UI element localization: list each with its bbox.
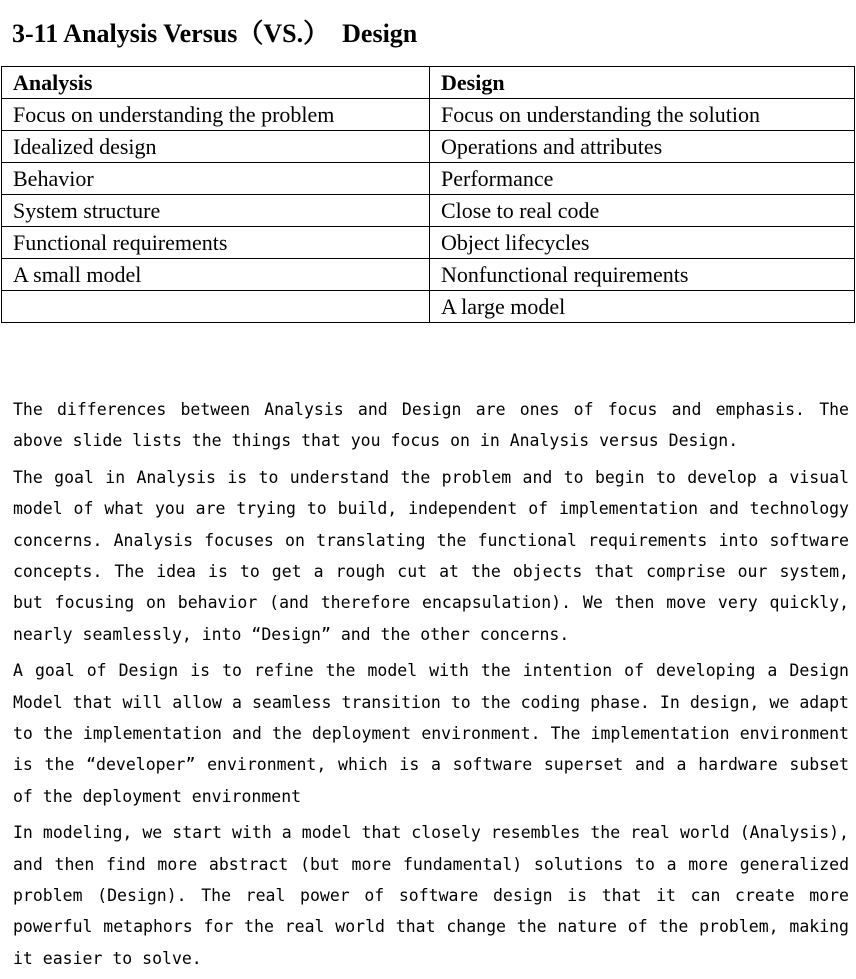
table-row <box>2 131 855 163</box>
design-cell: Object lifecycles <box>430 227 855 259</box>
design-cell: Focus on understanding the solution <box>430 99 855 131</box>
speaker-notes <box>13 394 849 979</box>
notes-paragraph: The goal in Analysis is to understand the problem and to begin to develop a visual model of what you are trying to build, independent of implementation and technology concerns. Analysis focuses on translating the functional requirements into software concepts. The idea is to get a rough cut at the objects that comprise our system, but focusing on behavior (and therefore encapsulation). We then move very quickly, nearly seamlessly, into “Design” and the other concerns. <box>13 468 849 644</box>
table-row <box>2 259 855 291</box>
analysis-cell: A small model <box>2 259 430 291</box>
column-header-design: Design <box>430 67 855 99</box>
design-cell: Performance <box>430 163 855 195</box>
table-header-row <box>2 67 855 99</box>
analysis-cell: Functional requirements <box>2 227 430 259</box>
design-cell: Operations and attributes <box>430 131 855 163</box>
notes-paragraph: The differences between Analysis and Design are ones of focus and emphasis. The above slide lists the things that you focus on in Analysis versus Design. <box>13 400 849 451</box>
design-cell: A large model <box>430 291 855 323</box>
analysis-cell <box>2 291 430 323</box>
table-row <box>2 163 855 195</box>
column-header-analysis: Analysis <box>2 67 430 99</box>
design-cell: Nonfunctional requirements <box>430 259 855 291</box>
design-cell: Close to real code <box>430 195 855 227</box>
analysis-cell: System structure <box>2 195 430 227</box>
table-row <box>2 291 855 323</box>
analysis-cell: Idealized design <box>2 131 430 163</box>
analysis-cell: Focus on understanding the problem <box>2 99 430 131</box>
page-title: 3-11 Analysis Versus（VS.） Design <box>12 19 418 48</box>
comparison-table <box>1 66 855 323</box>
notes-paragraph: In modeling, we start with a model that closely resembles the real world (Analysis), and then find more abstract (but more fundamental) solutions to a more generalized problem (Design). The real power of software design is that it can create more powerful metaphors for the real world that change the nature of the problem, making it easier to solve. <box>13 823 849 968</box>
analysis-cell: Behavior <box>2 163 430 195</box>
notes-paragraph: A goal of Design is to refine the model with the intention of developing a Design Model that will allow a seamless transition to the coding phase. In design, we adapt to the implementation and the deployment environment. The implementation environment is the “developer” environment, which is a software superset and a hardware subset of the deployment environment <box>13 661 849 806</box>
table-row <box>2 99 855 131</box>
table-row <box>2 227 855 259</box>
table-row <box>2 195 855 227</box>
